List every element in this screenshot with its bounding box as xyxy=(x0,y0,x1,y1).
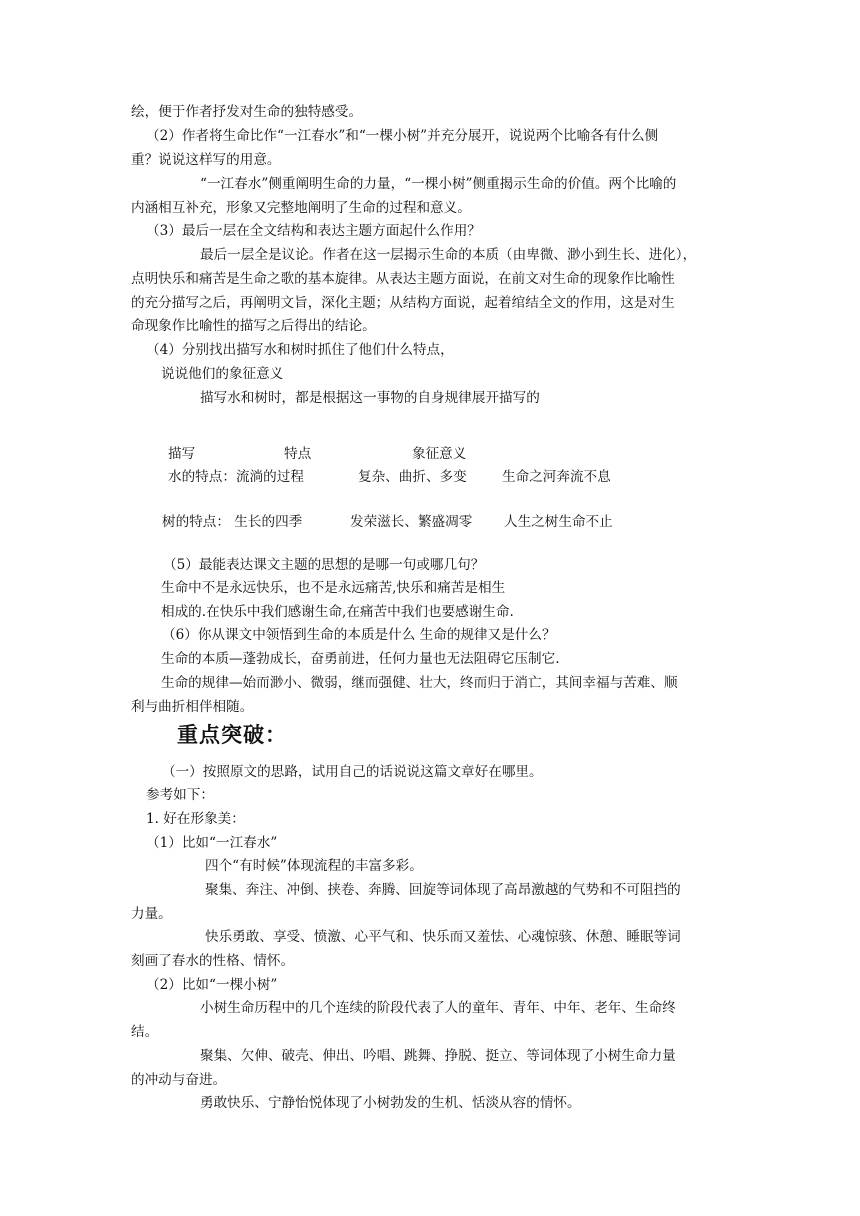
section-question: （一）按照原文的思路，试用自己的话说说这篇文章好在哪里。 xyxy=(162,764,543,780)
table-header-cell: 象征意义 xyxy=(412,446,467,462)
table-header-cell: 描写 xyxy=(168,446,196,462)
text-line: （1）比如“一江春水” xyxy=(146,835,278,851)
text-line: （2）比如“一棵小树” xyxy=(146,977,278,993)
question-4: （4）分别找出描写水和树时抓住了他们什么特点， xyxy=(146,342,454,358)
answer-4: 描写水和树时，都是根据这一事物的自身规律展开描写的 xyxy=(200,390,540,406)
table-header-cell: 特点 xyxy=(284,446,312,462)
answer-6: 生命的本质—蓬勃成长，奋勇前进，任何力量也无法阻碍它压制它. xyxy=(161,651,560,667)
text-line: 点明快乐和痛苦是生命之歌的基本旋律。从表达主题方面说，在前文对生命的现象作比喻性 xyxy=(131,271,675,287)
table-cell: 生命之河奔流不息 xyxy=(502,469,611,485)
text-line: 勇敢快乐、宁静怡悦体现了小树勃发的生机、恬淡从容的情怀。 xyxy=(200,1095,581,1111)
text-line: 相成的.在快乐中我们感谢生命,在痛苦中我们也要感谢生命. xyxy=(161,604,514,620)
text-line: 的充分描写之后，再阐明文旨，深化主题；从结构方面说，起着绾结全文的作用，这是对生 xyxy=(131,295,675,311)
table-cell: 发荣滋长、繁盛凋零 xyxy=(350,514,473,530)
table-cell: 树的特点： 生长的四季 xyxy=(162,514,303,530)
text-line: 小树生命历程中的几个连续的阶段代表了人的童年、青年、中年、老年、生命终 xyxy=(200,1000,676,1016)
question-6: （6）你从课文中领悟到生命的本质是什么 生命的规律又是什么？ xyxy=(162,627,556,643)
text-line: 绘，便于作者抒发对生命的独特感受。 xyxy=(131,104,363,120)
text-line: 利与曲折相伴相随。 xyxy=(131,699,254,715)
text-line: 刻画了春水的性格、情怀。 xyxy=(131,953,295,969)
answer-2: “一江春水”侧重阐明生命的力量，“一棵小树”侧重揭示生命的价值。两个比喻的 xyxy=(200,176,677,192)
text-line: 重？说说这样写的用意。 xyxy=(131,152,281,168)
text-line: 结。 xyxy=(131,1024,159,1040)
text-line: 生命的规律—始而渺小、微弱，继而强健、壮大，终而归于消亡，其间幸福与苦难、顺 xyxy=(161,675,678,691)
answer-5: 生命中不是永远快乐，也不是永远痛苦,快乐和痛苦是相生 xyxy=(161,580,506,596)
text-line: 内涵相互补充，形象又完整地阐明了生命的过程和意义。 xyxy=(131,200,471,216)
text-line: 的冲动与奋进。 xyxy=(131,1072,227,1088)
text-line: 1. 好在形象美： xyxy=(146,811,245,827)
text-line: 聚集、奔注、冲倒、挟卷、奔腾、回旋等词体现了高昂激越的气势和不可阻挡的 xyxy=(205,882,681,898)
text-line: 命现象作比喻性的描写之后得出的结论。 xyxy=(131,318,376,334)
text-line: 力量。 xyxy=(131,906,172,922)
table-cell: 水的特点：流淌的过程 xyxy=(168,469,304,485)
text-line: 快乐勇敢、享受、愤激、心平气和、快乐而又羞怯、心魂惊骇、休憩、睡眠等词 xyxy=(205,929,681,945)
text-line: 说说他们的象征意义 xyxy=(161,366,284,382)
text-line: 参考如下： xyxy=(146,787,214,803)
question-5: （5）最能表达课文主题的思想的是哪一句或哪几句？ xyxy=(163,557,485,573)
text-line: 聚集、欠伸、破壳、伸出、吟唱、跳舞、挣脱、挺立、等词体现了小树生命力量 xyxy=(200,1048,676,1064)
answer-3: 最后一层全是议论。作者在这一层揭示生命的本质（由卑微、渺小到生长、进化）， xyxy=(200,247,697,263)
table-cell: 复杂、曲折、多变 xyxy=(358,469,467,485)
question-2: （2）作者将生命比作“一江春水”和“一棵小树”并充分展开，说说两个比喻各有什么侧 xyxy=(146,128,659,144)
section-heading: 重点突破： xyxy=(177,723,287,747)
question-3: （3）最后一层在全文结构和表达主题方面起什么作用？ xyxy=(146,223,481,239)
text-line: 四个“有时候”体现流程的丰富多彩。 xyxy=(205,858,423,874)
table-cell: 人生之树生命不止 xyxy=(504,514,613,530)
